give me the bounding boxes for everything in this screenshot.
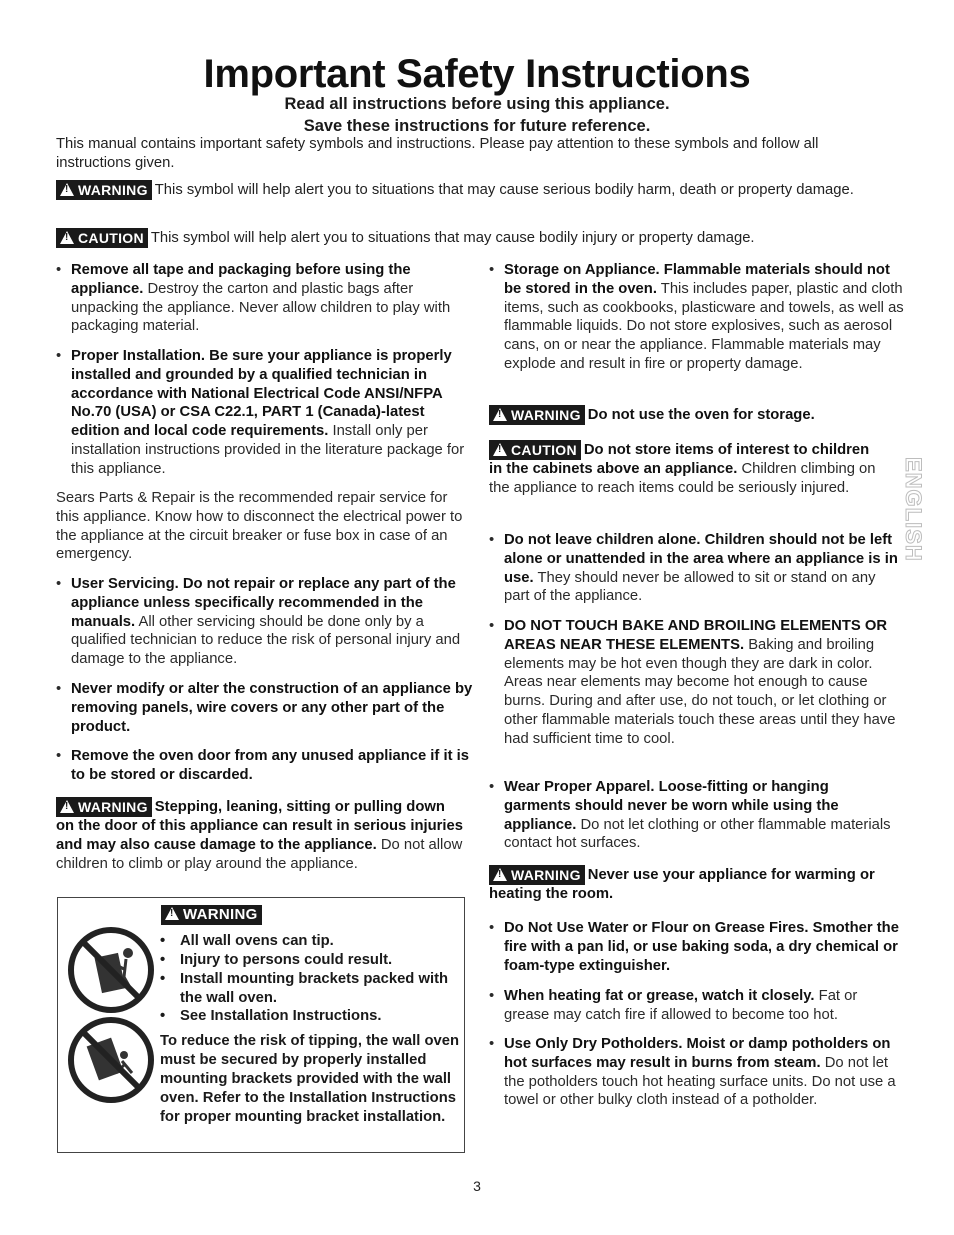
caution-badge: !CAUTION <box>489 440 581 460</box>
subtitle-read: Read all instructions before using this appliance. <box>284 95 670 113</box>
side-tab-english <box>888 455 934 575</box>
bullet-proper-installation: • Proper Installation. Be sure your appliance is properly installed and grounded by a qualified technician in accordance with National Electrical Code ANSI/NFPA No.70 (USA) or CSA C22.1, PART 1 (Canada)-latest edition and local code requirements. Install only per installation instructions provided in the literature package for this appliance. <box>56 347 476 479</box>
subtitle-save: Save these instructions for future reference. <box>303 117 651 135</box>
no-tip-oven-icon <box>66 925 156 1015</box>
caution-symbol-desc: This symbol will help alert you to situations that may cause bodily injury or property damage. <box>150 229 755 246</box>
bullet-dry-potholders: • Use Only Dry Potholders. Moist or damp potholders on hot surfaces may result in burns from steam. Do not let the potholders touch hot heating surface units. Do not use a towel or other bulky cloth instead of a potholder. <box>489 1035 899 1110</box>
caution-children-cabinets: !CAUTION Do not store items of interest to children in the cabinets above an appliance. Children climbing on the appliance to reach items could be seriously injured. <box>489 440 884 498</box>
svg-text:ENGLISH: ENGLISH <box>901 457 926 562</box>
warning-stepping: !WARNING Stepping, leaning, sitting or pulling down on the door of this appliance can result in serious injuries and may also cause damage to the appliance. Do not allow children to climb or play around the appliance. <box>56 797 466 873</box>
warning-triangle-icon <box>165 907 179 920</box>
warning-symbol-row <box>56 180 886 200</box>
warning-storage: !WARNING Do not use the oven for storage. <box>489 405 889 425</box>
sears-repair-paragraph: Sears Parts & Repair is the recommended repair service for this appliance. Know how to disconnect the electrical power to the appliance at the circuit breaker or fuse box in case of an emergency. <box>56 490 463 563</box>
warning-triangle-icon <box>60 800 74 813</box>
warning-symbol-desc: This symbol will help alert you to situations that may cause serious bodily harm, death or property damage. <box>154 181 854 198</box>
warning-triangle-icon <box>493 408 507 421</box>
tip-item-3: • Install mounting brackets packed with the wall oven. <box>180 970 460 1007</box>
bullet-children-alone: • Do not leave children alone. Children should not be left alone or unattended in the area where an appliance is in use. They should never be allowed to sit or stand on any part of the appliance. <box>489 531 899 606</box>
warning-badge: !WARNING <box>56 180 152 200</box>
bullet-user-servicing: • User Servicing. Do not repair or replace any part of the appliance unless specifically recommended in the manuals. All other servicing should be done only by a qualified technician to reduce the risk of personal injury and damage to the appliance. <box>56 575 476 669</box>
tip-item-4: • See Installation Instructions. <box>180 1007 460 1026</box>
tip-warning-text: To reduce the risk of tipping, the wall oven must be secured by properly installed mounting brackets provided with the wall oven. Refer to the Installation Instructions for proper mounting bracket installation. <box>160 1033 459 1125</box>
warning-triangle-icon <box>493 868 507 881</box>
bullet-remove-door: • Remove the oven door from any unused appliance if it is to be stored or discarded. <box>56 747 476 785</box>
no-child-on-door-icon <box>66 1015 156 1105</box>
warning-badge: !WARNING <box>56 797 152 817</box>
caution-badge: !CAUTION <box>56 228 148 248</box>
warning-badge: !WARNING <box>489 865 585 885</box>
caution-triangle-icon <box>493 443 507 456</box>
bullet-remove-packaging: • Remove all tape and packaging before using the appliance. Destroy the carton and plastic bags after unpacking the appliance. Never allow children to play with packaging material. <box>56 261 476 336</box>
bullet-do-not-touch-elements: • DO NOT TOUCH BAKE AND BROILING ELEMENTS OR AREAS NEAR THESE ELEMENTS. Baking and broiling elements may be hot even though they are dark in color. Areas near elements may become hot enough to cause burns. During and after use, do not touch, or let clothing or other flammable materials touch these areas until they have had sufficient time to cool. <box>489 617 899 749</box>
caution-triangle-icon <box>60 231 74 244</box>
intro-text: This manual contains important safety symbols and instructions. Please pay attention to these symbols and follow all instructions given. <box>56 136 819 171</box>
warning-triangle-icon <box>60 183 74 196</box>
tip-item-1: • All wall ovens can tip. <box>180 932 460 951</box>
warning-badge: !WARNING <box>489 405 585 425</box>
page-title: Important Safety Instructions <box>203 52 751 96</box>
page-number: 3 <box>473 1178 481 1194</box>
bullet-grease-fires: • Do Not Use Water or Flour on Grease Fires. Smother the fire with a pan lid, or use baking soda, a dry chemical or foam-type extinguisher. <box>489 919 899 975</box>
warning-heating-room: !WARNING Never use your appliance for warming or heating the room. <box>489 865 889 904</box>
bullet-heating-fat: • When heating fat or grease, watch it closely. Fat or grease may catch fire if allowed to become too hot. <box>489 987 899 1025</box>
bullet-proper-apparel: • Wear Proper Apparel. Loose-fitting or hanging garments should never be worn while using the appliance. Do not let clothing or other flammable materials contact hot surfaces. <box>489 778 899 853</box>
caution-symbol-row <box>56 228 886 248</box>
bullet-never-modify: • Never modify or alter the construction of an appliance by removing panels, wire covers or any other part of the product. <box>56 680 476 736</box>
bullet-storage: • Storage on Appliance. Flammable materials should not be stored in the oven. This includes paper, plastic and cloth items, such as cookbooks, plasticware and towels, as well as flammable liquids. Do not store explosives, such as aerosol cans, on or near the appliance. Flammable materials may explode and result in fire or property damage. <box>489 261 904 374</box>
tip-item-2: • Injury to persons could result. <box>180 951 460 970</box>
tip-warning-box-badge: !WARNING <box>161 905 265 925</box>
